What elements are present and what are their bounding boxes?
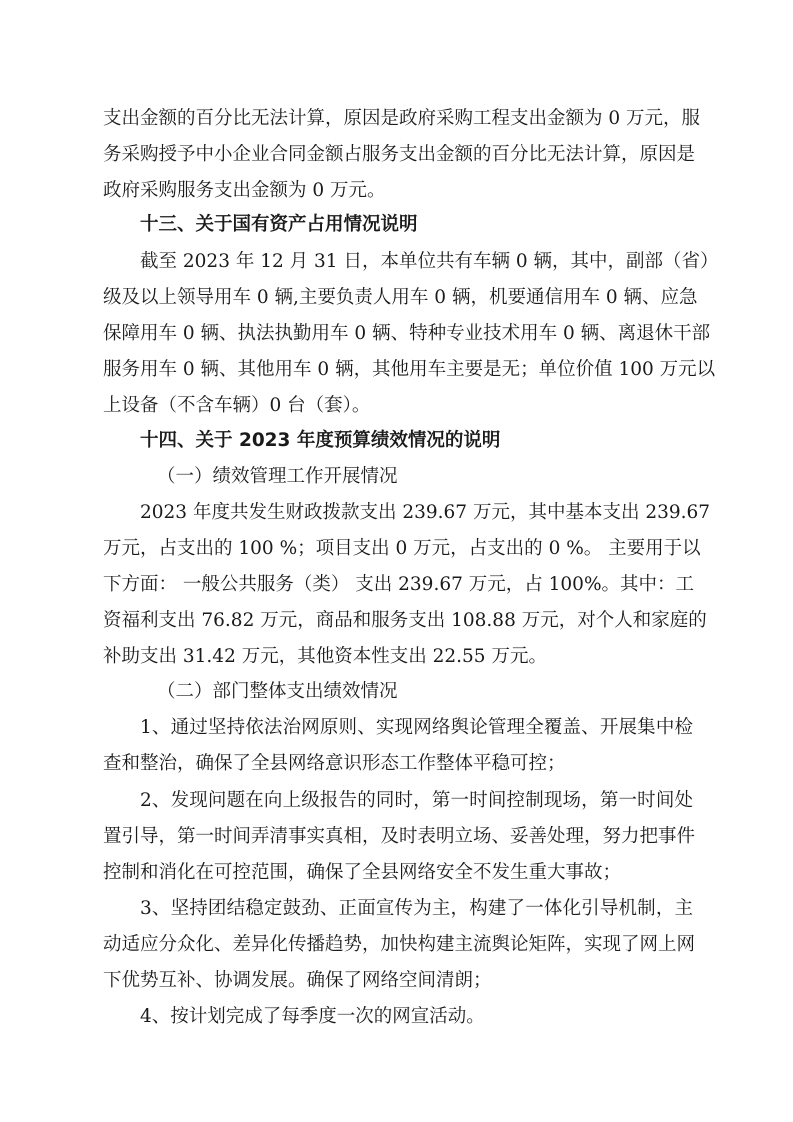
list-item-line: 动适应分众化、差异化传播趋势，加快构建主流舆论矩阵，实现了网上网 xyxy=(103,934,696,955)
paragraph-line: 上设备（不含车辆）0 台（套）。 xyxy=(103,395,371,416)
paragraph-line: 政府采购服务支出金额为 0 万元。 xyxy=(103,180,386,201)
list-item-line: 4、按计划完成了每季度一次的网宣活动。 xyxy=(140,1006,485,1027)
paragraph-line: 务采购授予中小企业合同金额占服务支出金额的百分比无法计算，原因是 xyxy=(103,144,696,165)
list-item-line: 1、通过坚持依法治网原则、实现网络舆论管理全覆盖、开展集中检 xyxy=(140,717,693,738)
list-item-line: 查和整治，确保了全县网络意识形态工作整体平稳可控； xyxy=(103,753,566,774)
paragraph-line: 保障用车 0 辆、执法执勤用车 0 辆、特种专业技术用车 0 辆、离退休干部 xyxy=(103,323,711,344)
paragraph-line: 级及以上领导用车 0 辆,主要负责人用车 0 辆，机要通信用车 0 辆、应急 xyxy=(103,287,698,308)
paragraph-line: 支出金额的百分比无法计算，原因是政府采购工程支出金额为 0 万元，服 xyxy=(103,108,701,129)
list-item-line: 2、发现问题在向上级报告的同时，第一时间控制现场，第一时间处 xyxy=(140,790,693,811)
list-item-line: 下优势互补、协调发展。确保了网络空间清朗； xyxy=(103,970,492,991)
list-item-line: 置引导，第一时间弄清事实真相，及时表明立场、妥善处理，努力把事件 xyxy=(103,826,696,847)
paragraph-line: 资福利支出 76.82 万元，商品和服务支出 108.88 万元，对个人和家庭的 xyxy=(103,610,707,631)
section-heading-14: 十四、关于 2023 年度预算绩效情况的说明 xyxy=(140,430,501,451)
paragraph-line: 服务用车 0 辆、其他用车 0 辆，其他用车主要是无；单位价值 100 万元以 xyxy=(103,359,716,380)
list-item-line: 控制和消化在可控范围，确保了全县网络安全不发生重大事故； xyxy=(103,862,622,883)
paragraph-line: 2023 年度共发生财政拨款支出 239.67 万元，其中基本支出 239.67 xyxy=(140,502,711,523)
subsection-heading-2: （二）部门整体支出绩效情况 xyxy=(157,681,398,702)
list-item-line: 3、坚持团结稳定鼓劲、正面宣传为主，构建了一体化引导机制，主 xyxy=(140,898,693,919)
subsection-heading-1: （一）绩效管理工作开展情况 xyxy=(157,466,398,487)
paragraph-line: 下方面： 一般公共服务（类） 支出 239.67 万元，占 100%。其中：工 xyxy=(103,574,695,595)
paragraph-line: 万元，占支出的 100 %；项目支出 0 万元，占支出的 0 %。 主要用于以 xyxy=(103,538,701,559)
section-heading-13: 十三、关于国有资产占用情况说明 xyxy=(140,214,418,235)
paragraph-line: 补助支出 31.42 万元，其他资本性支出 22.55 万元。 xyxy=(103,646,547,667)
paragraph-line: 截至 2023 年 12 月 31 日，本单位共有车辆 0 辆，其中，副部（省） xyxy=(140,251,719,272)
